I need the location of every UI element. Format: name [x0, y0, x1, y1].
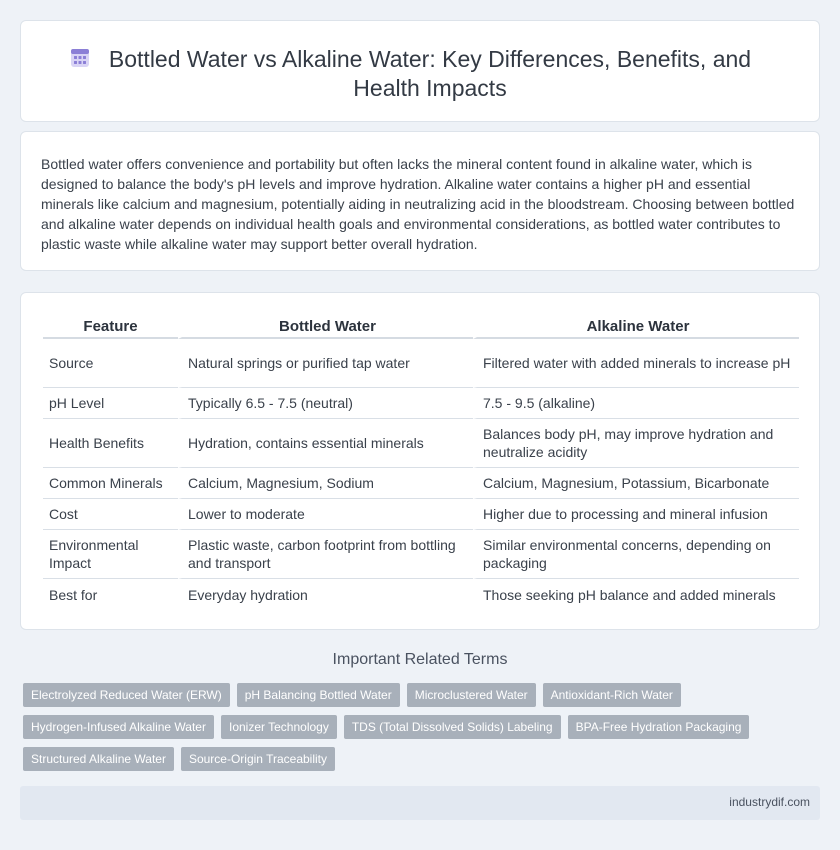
- table-cell: Plastic waste, carbon footprint from bottling and transport: [178, 530, 473, 579]
- table-row: [43, 388, 799, 419]
- table-cell: Those seeking pH balance and added minerals: [473, 579, 799, 610]
- header-bottled-water: Bottled Water: [178, 315, 473, 339]
- related-term-tag[interactable]: Hydrogen-Infused Alkaline Water: [23, 715, 214, 739]
- table-cell: Best for: [49, 586, 98, 603]
- related-term-tag[interactable]: BPA-Free Hydration Packaging: [568, 715, 750, 739]
- related-term-tag[interactable]: Structured Alkaline Water: [23, 747, 174, 771]
- table-cell: pH Level: [43, 388, 178, 419]
- table-row: [43, 499, 799, 530]
- comparison-table-card: [20, 292, 820, 630]
- table-cell: Balances body pH, may improve hydration and neutralize acidity: [473, 419, 799, 468]
- header-card: [20, 20, 820, 122]
- table-cell: Everyday hydration: [178, 579, 473, 610]
- table-row: [43, 468, 799, 499]
- table-row: [43, 339, 799, 388]
- table-cell: Source: [43, 339, 178, 388]
- table-row: [43, 579, 799, 610]
- table-row: [43, 530, 799, 579]
- related-term-tag[interactable]: Microclustered Water: [407, 683, 536, 707]
- related-term-tag[interactable]: TDS (Total Dissolved Solids) Labeling: [344, 715, 561, 739]
- title-wrap: [21, 45, 819, 103]
- header-alkaline-water: Alkaline Water: [473, 315, 799, 339]
- related-terms-list: [23, 683, 783, 771]
- table-cell: Common Minerals: [43, 468, 178, 499]
- table-cell: Hydration, contains essential minerals: [178, 419, 473, 468]
- related-term-tag[interactable]: pH Balancing Bottled Water: [237, 683, 400, 707]
- footer-bar: [20, 786, 820, 820]
- table-cell: Typically 6.5 - 7.5 (neutral): [178, 388, 473, 419]
- related-term-tag[interactable]: Antioxidant-Rich Water: [543, 683, 681, 707]
- footer-site-name[interactable]: industrydif.com: [729, 795, 810, 809]
- table-cell: Filtered water with added minerals to increase pH: [473, 339, 799, 388]
- table-cell: Health Benefits: [43, 419, 178, 468]
- table-cell: Environmental Impact: [43, 530, 178, 579]
- table-cell: Lower to moderate: [178, 499, 473, 530]
- related-term-tag[interactable]: Electrolyzed Reduced Water (ERW): [23, 683, 230, 707]
- table-cell: Calcium, Magnesium, Potassium, Bicarbonate: [473, 468, 799, 499]
- table-row: [43, 419, 799, 468]
- table-cell: Cost: [43, 499, 178, 530]
- page-title: Bottled Water vs Alkaline Water: Key Differences, Benefits, and Health Impacts: [108, 46, 752, 101]
- intro-card: [20, 131, 820, 271]
- related-term-tag[interactable]: Ionizer Technology: [221, 715, 337, 739]
- intro-paragraph: Bottled water offers convenience and portability but often lacks the mineral content found in alkaline water, which is designed to balance the body's pH levels and improve hydration. Alkaline water contains a higher pH and essential minerals like calcium and magnesium, potentially aiding in neutralizing acid in the bloodstream. Choosing between bottled and alkaline water depends on individual health goals and environmental considerations, as bottled water contributes to plastic waste while alkaline water may support better overall hydration.: [41, 156, 795, 252]
- table-cell: Higher due to processing and mineral infusion: [473, 499, 799, 530]
- related-term-tag[interactable]: Source-Origin Traceability: [181, 747, 335, 771]
- comparison-table: [43, 315, 799, 610]
- table-header-row: [43, 315, 799, 339]
- table-cell: Similar environmental concerns, depending on packaging: [473, 530, 799, 579]
- table-cell: 7.5 - 9.5 (alkaline): [473, 388, 799, 419]
- related-terms-heading: Important Related Terms: [332, 651, 508, 668]
- header-feature: Feature: [43, 315, 178, 339]
- table-cell: Natural springs or purified tap water: [178, 339, 473, 388]
- table-cell: Calcium, Magnesium, Sodium: [178, 468, 473, 499]
